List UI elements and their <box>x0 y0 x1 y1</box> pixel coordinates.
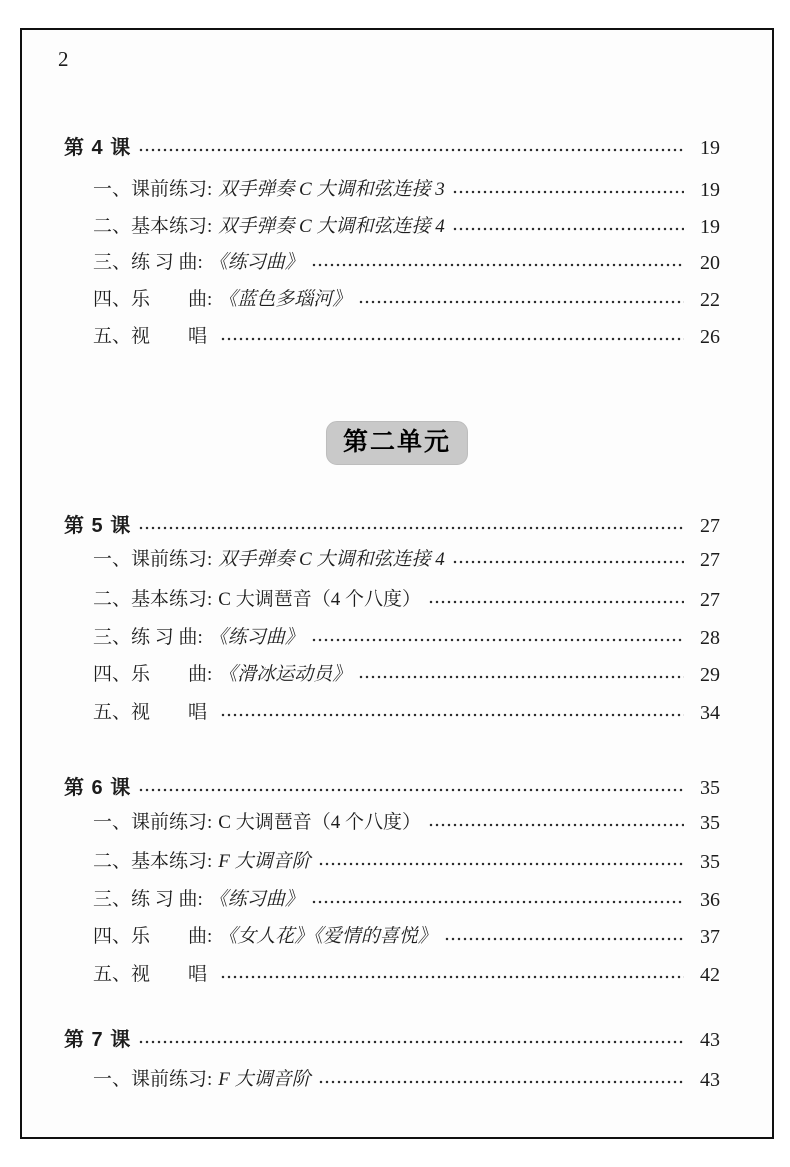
item-title: 双手弹奏 C 大调和弦连接 4 <box>218 216 445 237</box>
item-title: C 大调琶音（4 个八度） <box>218 812 421 833</box>
page-ref: 35 <box>700 851 720 873</box>
page-ref: 35 <box>700 812 720 834</box>
dot-leader <box>452 214 684 240</box>
page-ref: 35 <box>700 777 720 799</box>
item-title: 《练习曲》 <box>208 889 304 910</box>
item-category: 练 习 曲: <box>131 627 203 648</box>
page-ref: 42 <box>700 964 720 986</box>
toc-item <box>93 177 720 203</box>
item-title: F 大调音阶 <box>218 851 311 872</box>
page-ref: 20 <box>700 252 720 274</box>
dot-leader <box>428 587 684 613</box>
item-category: 练 习 曲: <box>131 252 203 273</box>
page-border-frame <box>20 28 774 1139</box>
item-title: 《练习曲》 <box>208 252 304 273</box>
item-category: 课前练习: <box>131 549 213 570</box>
dot-leader <box>318 849 684 875</box>
toc-item <box>93 625 720 651</box>
item-category: 练 习 曲: <box>131 889 203 910</box>
dot-leader <box>220 962 684 988</box>
toc-item <box>93 849 720 875</box>
page-ref: 27 <box>700 589 720 611</box>
toc-item <box>93 887 720 913</box>
dot-leader <box>220 324 684 350</box>
dot-leader <box>138 1027 684 1053</box>
item-category: 视 唱 <box>131 964 208 985</box>
item-title: 《滑冰运动员》 <box>218 664 352 685</box>
item-category: 乐 曲: <box>131 926 213 947</box>
item-title: F 大调音阶 <box>218 1069 311 1090</box>
dot-leader <box>311 887 684 913</box>
item-number: 五、 <box>93 964 132 985</box>
item-category: 基本练习: <box>131 216 213 237</box>
page-ref: 19 <box>700 216 720 238</box>
lesson-title: 第 7 课 <box>64 1029 132 1051</box>
toc-item <box>93 587 720 613</box>
item-category: 乐 曲: <box>131 289 213 310</box>
item-number: 一、 <box>93 812 132 833</box>
lesson-title: 第 4 课 <box>64 137 132 159</box>
toc-item <box>93 962 720 988</box>
item-title: 《蓝色多瑙河》 <box>218 289 352 310</box>
page-ref: 36 <box>700 889 720 911</box>
dot-leader <box>358 662 684 688</box>
page-ref: 19 <box>700 179 720 201</box>
item-number: 五、 <box>93 702 132 723</box>
toc-item <box>93 324 720 350</box>
toc-item <box>93 547 720 573</box>
unit-heading-badge: 第二单元 <box>326 421 468 465</box>
toc-item <box>93 700 720 726</box>
dot-leader <box>138 513 684 539</box>
dot-leader <box>318 1067 684 1093</box>
item-category: 课前练习: <box>131 179 213 200</box>
dot-leader <box>311 625 684 651</box>
item-number: 三、 <box>93 889 132 910</box>
page-ref: 27 <box>700 549 720 571</box>
item-number: 五、 <box>93 326 132 347</box>
toc-item <box>93 287 720 313</box>
dot-leader <box>444 924 684 950</box>
page-ref: 29 <box>700 664 720 686</box>
toc-lesson-heading <box>64 513 720 539</box>
item-category: 视 唱 <box>131 702 208 723</box>
lesson-title: 第 6 课 <box>64 777 132 799</box>
page-number: 2 <box>58 47 69 71</box>
item-category: 基本练习: <box>131 589 213 610</box>
toc-item <box>93 1067 720 1093</box>
page-ref: 19 <box>700 137 720 159</box>
page-ref: 37 <box>700 926 720 948</box>
dot-leader <box>138 135 684 161</box>
toc-lesson-heading <box>64 135 720 161</box>
toc-lesson-heading <box>64 1027 720 1053</box>
item-category: 视 唱 <box>131 326 208 347</box>
page-ref: 26 <box>700 326 720 348</box>
page-ref: 43 <box>700 1069 720 1091</box>
page-ref: 28 <box>700 627 720 649</box>
toc-item <box>93 924 720 950</box>
dot-leader <box>358 287 684 313</box>
toc-item <box>93 250 720 276</box>
item-number: 一、 <box>93 1069 132 1090</box>
item-category: 课前练习: <box>131 812 213 833</box>
page-ref: 43 <box>700 1029 720 1051</box>
toc-item <box>93 662 720 688</box>
item-title: 《女人花》《爱情的喜悦》 <box>218 926 437 947</box>
item-number: 三、 <box>93 627 132 648</box>
page-ref: 27 <box>700 515 720 537</box>
item-number: 四、 <box>93 664 132 685</box>
toc-item <box>93 214 720 240</box>
item-category: 基本练习: <box>131 851 213 872</box>
item-number: 一、 <box>93 179 132 200</box>
item-title: C 大调琶音（4 个八度） <box>218 589 421 610</box>
toc-item <box>93 810 720 836</box>
item-category: 乐 曲: <box>131 664 213 685</box>
dot-leader <box>138 775 684 801</box>
dot-leader <box>311 250 684 276</box>
item-number: 二、 <box>93 216 132 237</box>
dot-leader <box>428 810 684 836</box>
page-ref: 22 <box>700 289 720 311</box>
page-ref: 34 <box>700 702 720 724</box>
item-title: 《练习曲》 <box>208 627 304 648</box>
item-number: 四、 <box>93 289 132 310</box>
dot-leader <box>220 700 684 726</box>
dot-leader <box>452 547 684 573</box>
lesson-title: 第 5 课 <box>64 515 132 537</box>
item-title: 双手弹奏 C 大调和弦连接 3 <box>218 179 445 200</box>
item-title: 双手弹奏 C 大调和弦连接 4 <box>218 549 445 570</box>
dot-leader <box>452 177 684 203</box>
toc-lesson-heading <box>64 775 720 801</box>
item-number: 三、 <box>93 252 132 273</box>
item-number: 一、 <box>93 549 132 570</box>
item-category: 课前练习: <box>131 1069 213 1090</box>
item-number: 二、 <box>93 851 132 872</box>
item-number: 四、 <box>93 926 132 947</box>
item-number: 二、 <box>93 589 132 610</box>
